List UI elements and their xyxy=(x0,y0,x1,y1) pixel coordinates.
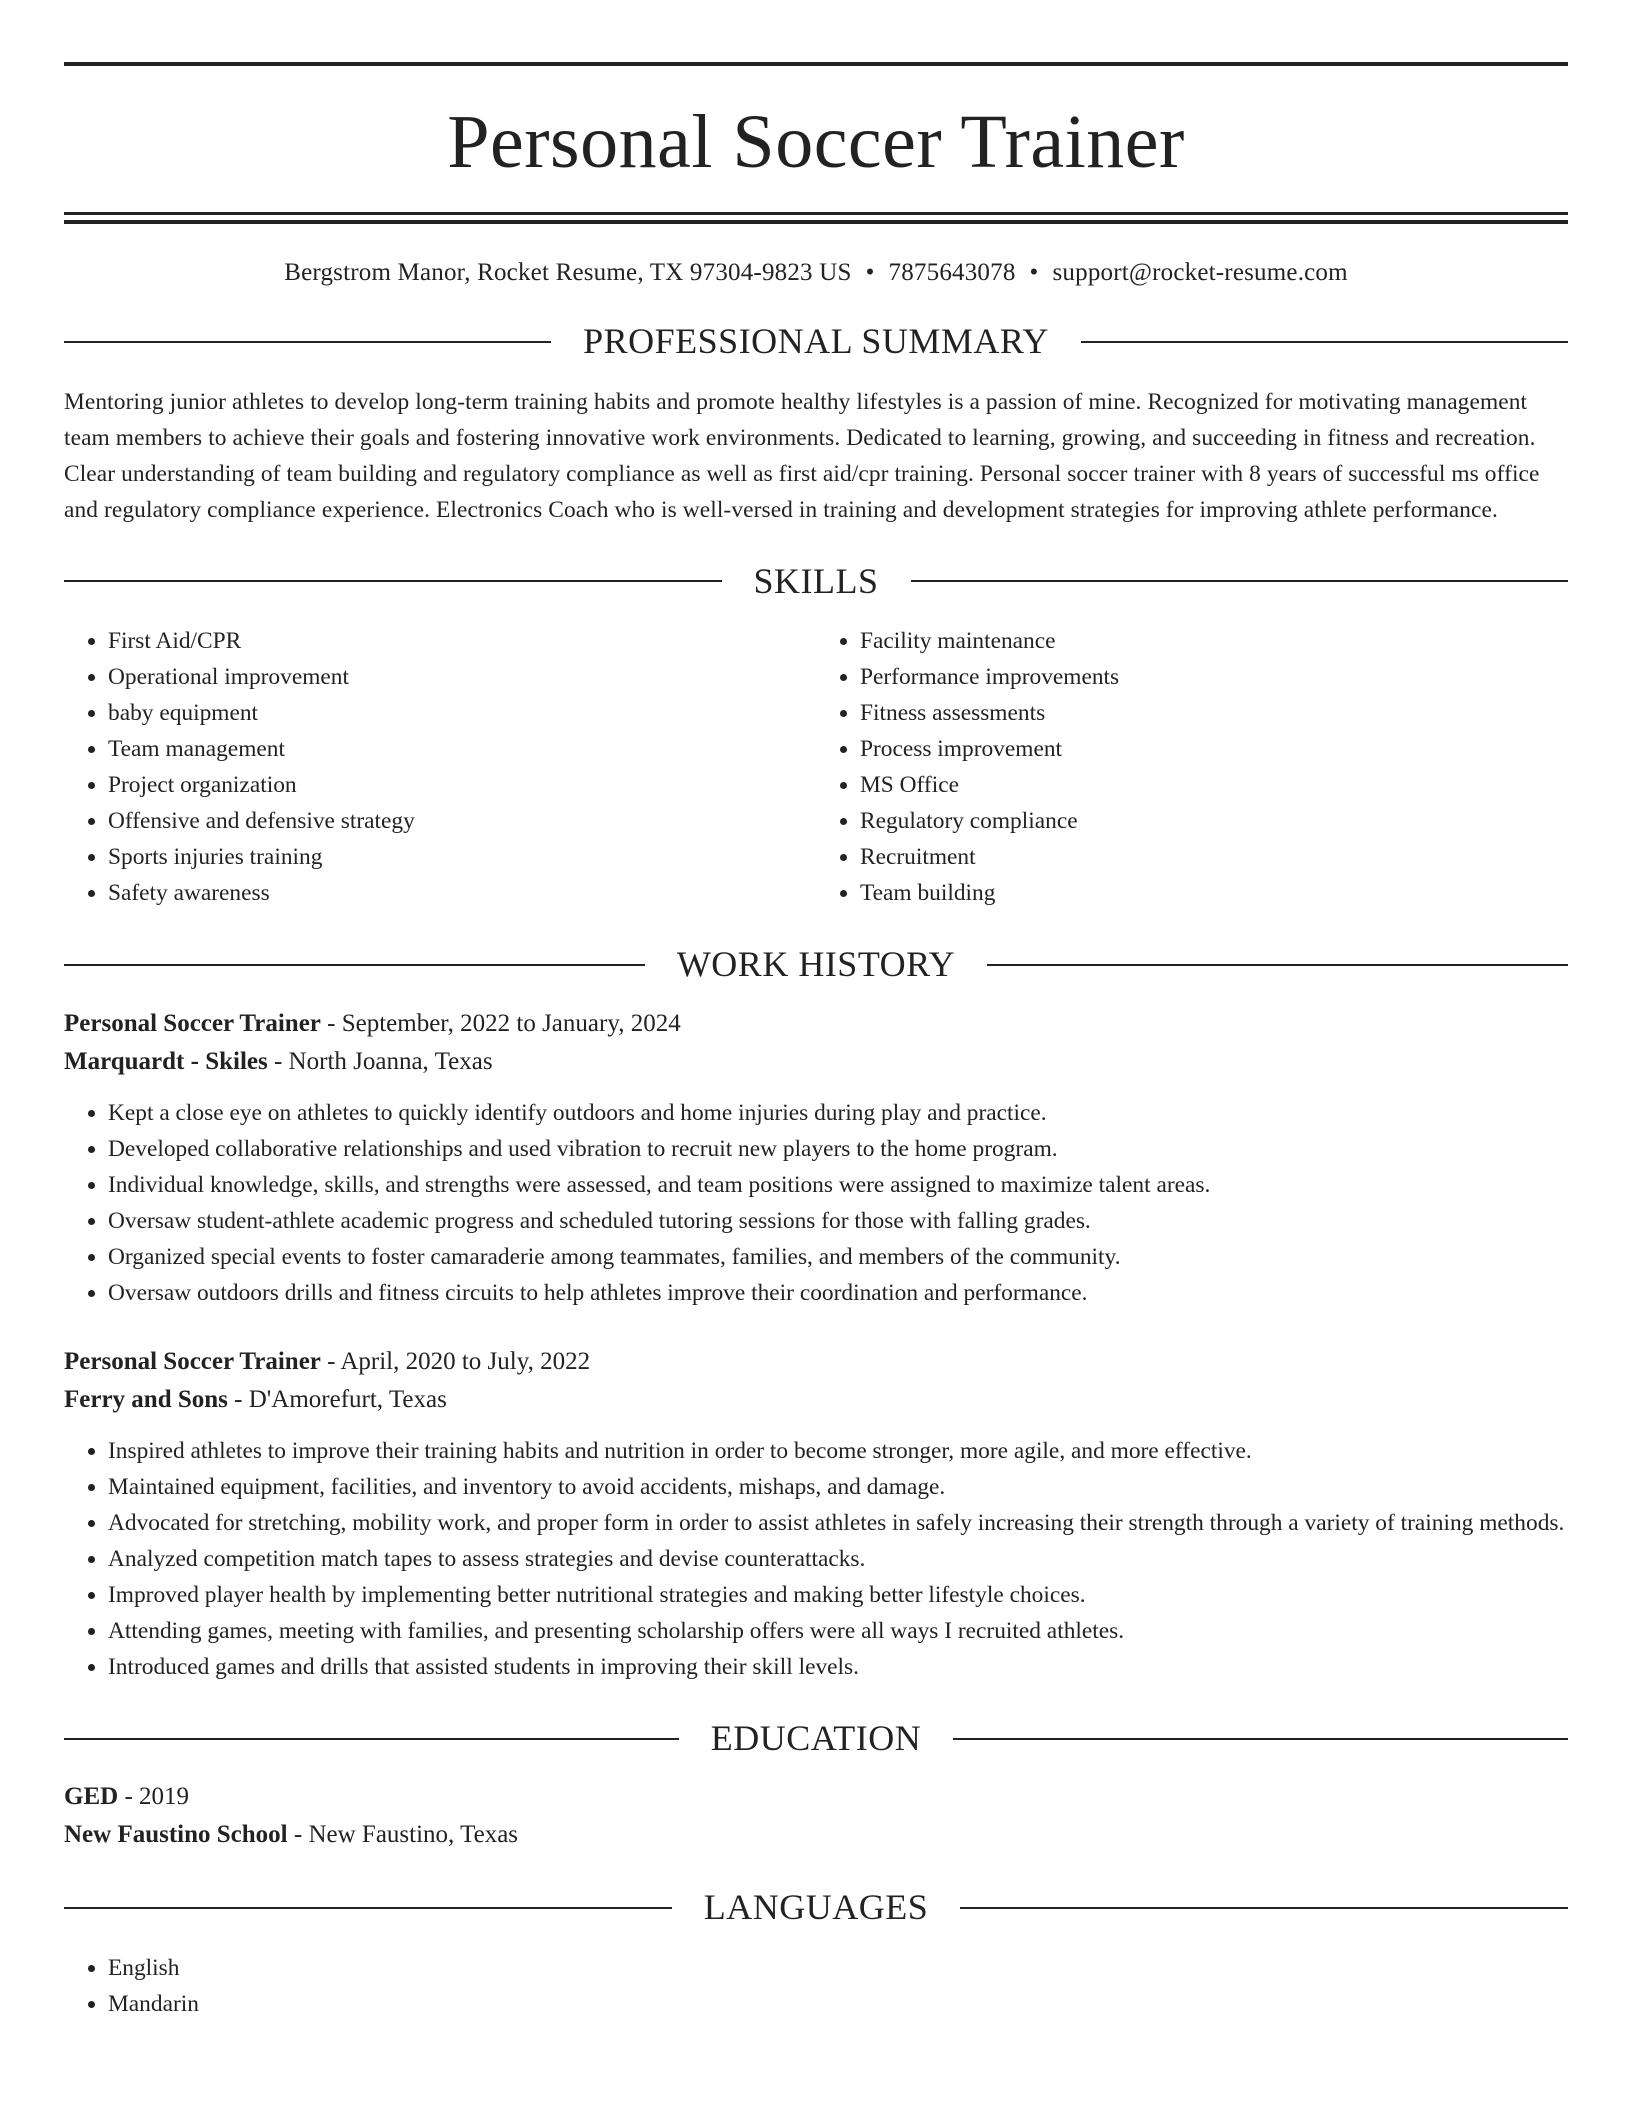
job-duty: • Introduced games and drills that assisted students in improving their skill levels. xyxy=(108,1649,1568,1685)
contact-separator: • xyxy=(1029,259,1039,286)
top-rule xyxy=(64,62,1568,66)
summary-text: Mentoring junior athletes to develop long-term training habits and promote healthy lifestyles is a passion of mine. Recognized for motivating management team members to achieve their goals and fostering innovative work environments. Dedicated to learning, growing, and succeeding in fitness and recreation. Clear understanding of team building and regulatory compliance as well as first aid/cpr training. Personal soccer trainer with 8 years of successful ms office and regulatory compliance experience. Electronics Coach who is well-versed in training and development strategies for improving athlete performance. xyxy=(64,388,1540,523)
education-school-line xyxy=(64,1816,1568,1854)
resume-name: Personal Soccer Trainer xyxy=(447,100,1185,184)
job-duty: • Kept a close eye on athletes to quickly identify outdoors and home injuries during play and practice. xyxy=(108,1095,1568,1131)
job-company-line xyxy=(64,1381,1568,1419)
job-duty: • Advocated for stretching, mobility work, and proper form in order to assist athletes in safely increasing their strength through a variety of training methods. xyxy=(108,1505,1568,1541)
heading-rule xyxy=(911,580,1569,582)
job-duty: • Organized special events to foster camaraderie among teammates, families, and members of the community. xyxy=(108,1239,1568,1275)
heading-rule xyxy=(953,1738,1568,1740)
skills-column-left xyxy=(64,623,816,911)
job-dates: - April, 2020 to July, 2022 xyxy=(320,1347,591,1375)
skill-item: • Operational improvement xyxy=(108,659,816,695)
heading-rule xyxy=(64,1738,679,1740)
language-item: • English xyxy=(108,1950,1568,1986)
skill-item: • Safety awareness xyxy=(108,875,816,911)
skills-column-right xyxy=(816,623,1568,911)
skill-item: • Facility maintenance xyxy=(860,623,1568,659)
job-duty: • Improved player health by implementing better nutritional strategies and making better lifestyle choices. xyxy=(108,1577,1568,1613)
education-degree-line xyxy=(64,1778,1568,1816)
languages-list xyxy=(64,1950,1568,2022)
job-duty: • Oversaw outdoors drills and fitness circuits to help athletes improve their coordination and performance. xyxy=(108,1275,1568,1311)
job-duties xyxy=(64,1433,1568,1685)
job-entry xyxy=(64,1343,1568,1685)
skill-item: • Performance improvements xyxy=(860,659,1568,695)
heading-rule xyxy=(987,964,1568,966)
skill-item: • Regulatory compliance xyxy=(860,803,1568,839)
skills-list xyxy=(64,623,1568,911)
contact-email: support@rocket-resume.com xyxy=(1052,259,1348,286)
education-year: - 2019 xyxy=(118,1783,190,1811)
job-duty: • Maintained equipment, facilities, and inventory to avoid accidents, mishaps, and damage. xyxy=(108,1469,1568,1505)
skill-item: • Team building xyxy=(860,875,1568,911)
skill-item: • Sports injuries training xyxy=(108,839,816,875)
job-spacer xyxy=(64,1311,1568,1343)
double-rule xyxy=(64,212,1568,224)
section-heading-languages xyxy=(64,1888,1568,1928)
education-location: - New Faustino, Texas xyxy=(287,1821,519,1849)
job-duty: • Attending games, meeting with families, and presenting scholarship offers were all ways I recruited athletes. xyxy=(108,1613,1568,1649)
contact-address: Bergstrom Manor, Rocket Resume, TX 97304-9823 US xyxy=(284,259,852,286)
job-dates: - September, 2022 to January, 2024 xyxy=(320,1009,681,1037)
education-degree: GED xyxy=(64,1783,119,1811)
job-duty: • Individual knowledge, skills, and strengths were assessed, and team positions were assigned to maximize talent areas. xyxy=(108,1167,1568,1203)
heading-rule xyxy=(64,1907,672,1909)
job-duty: • Developed collaborative relationships and used vibration to recruit new players to the home program. xyxy=(108,1131,1568,1167)
job-company: Marquardt - Skiles xyxy=(64,1047,268,1075)
job-company-line xyxy=(64,1043,1568,1081)
section-title: WORK HISTORY xyxy=(676,944,956,985)
heading-rule xyxy=(64,964,645,966)
job-duty: • Oversaw student-athlete academic progress and scheduled tutoring sessions for those with falling grades. xyxy=(108,1203,1568,1239)
language-item: • Mandarin xyxy=(108,1986,1568,2022)
skill-item: • baby equipment xyxy=(108,695,816,731)
skill-item: • Recruitment xyxy=(860,839,1568,875)
job-title: Personal Soccer Trainer xyxy=(64,1009,321,1037)
section-title: SKILLS xyxy=(753,560,879,601)
job-duty: • Inspired athletes to improve their training habits and nutrition in order to become stronger, more agile, and more effective. xyxy=(108,1433,1568,1469)
job-duties xyxy=(64,1095,1568,1311)
skill-item: • Project organization xyxy=(108,767,816,803)
heading-rule xyxy=(64,580,722,582)
contact-phone: 7875643078 xyxy=(888,259,1016,286)
skill-item: • Team management xyxy=(108,731,816,767)
section-heading-summary xyxy=(64,322,1568,362)
job-duty: • Analyzed competition match tapes to assess strategies and devise counterattacks. xyxy=(108,1541,1568,1577)
job-title-line xyxy=(64,1005,1568,1043)
heading-rule xyxy=(64,341,551,343)
education-school: New Faustino School xyxy=(64,1821,288,1849)
education-entry xyxy=(64,1778,1568,1854)
heading-rule xyxy=(960,1907,1568,1909)
section-title: EDUCATION xyxy=(710,1717,922,1758)
contact-separator: • xyxy=(865,259,875,286)
skill-item: • Fitness assessments xyxy=(860,695,1568,731)
skill-item: • Process improvement xyxy=(860,731,1568,767)
section-title: LANGUAGES xyxy=(703,1887,929,1928)
section-heading-skills xyxy=(64,562,1568,602)
job-company: Ferry and Sons xyxy=(64,1385,228,1413)
skill-item: • First Aid/CPR xyxy=(108,623,816,659)
contact-line xyxy=(64,258,1568,288)
job-location: - D'Amorefurt, Texas xyxy=(227,1385,447,1413)
job-title: Personal Soccer Trainer xyxy=(64,1347,321,1375)
job-location: - North Joanna, Texas xyxy=(267,1047,493,1075)
section-heading-education xyxy=(64,1719,1568,1759)
heading-rule xyxy=(1081,341,1568,343)
job-entry xyxy=(64,1005,1568,1311)
skill-item: • MS Office xyxy=(860,767,1568,803)
section-heading-work-history xyxy=(64,945,1568,985)
skill-item: • Offensive and defensive strategy xyxy=(108,803,816,839)
job-title-line xyxy=(64,1343,1568,1381)
section-title: PROFESSIONAL SUMMARY xyxy=(583,321,1049,361)
